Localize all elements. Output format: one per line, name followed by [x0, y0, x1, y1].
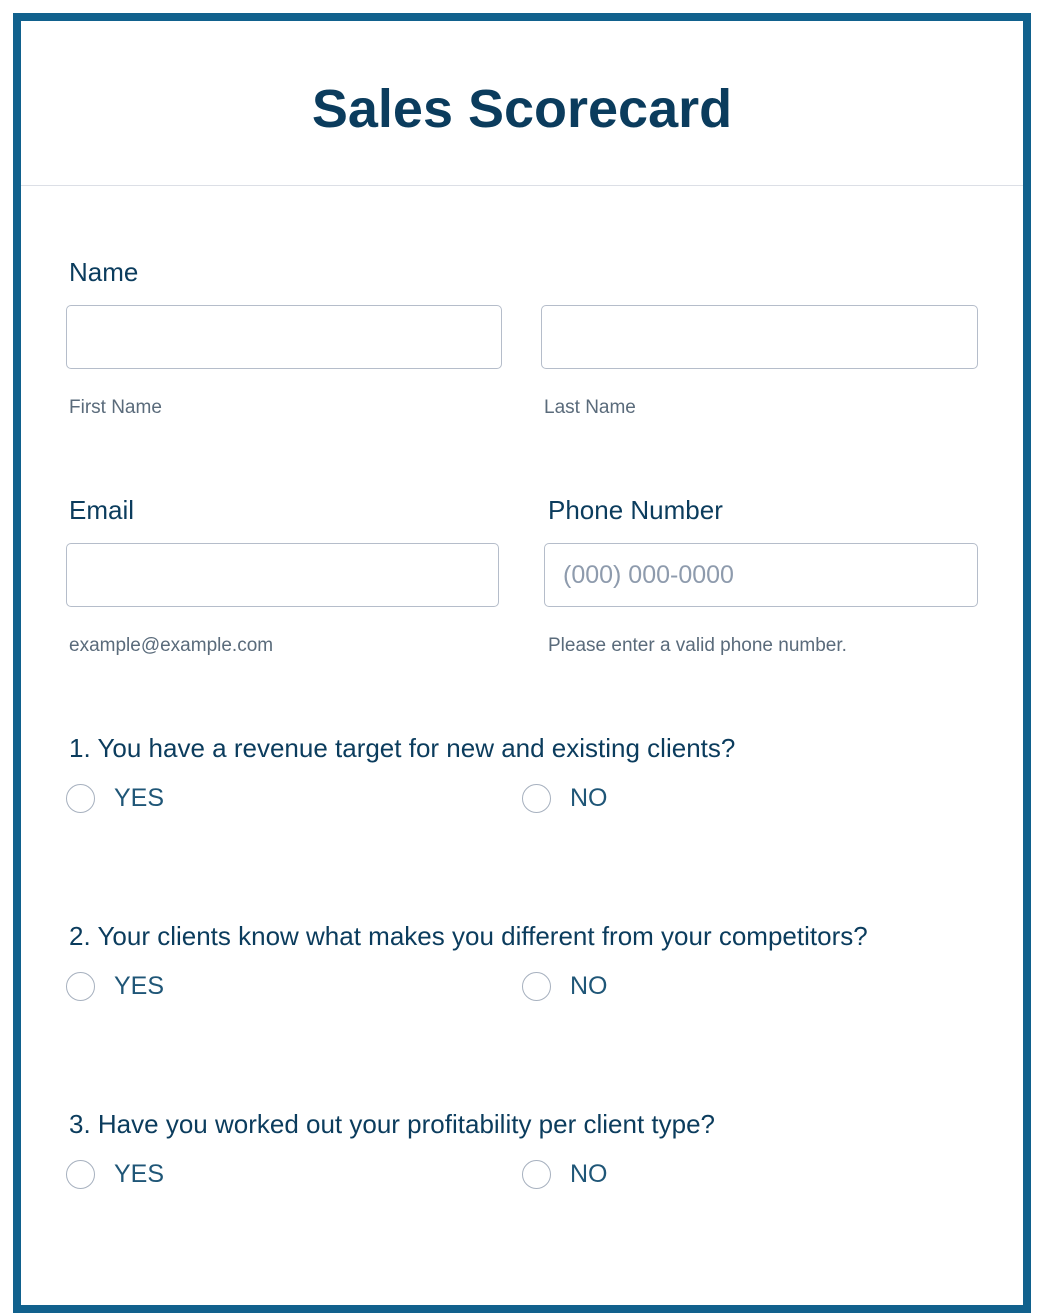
option-label: YES: [114, 1160, 165, 1188]
page-title: Sales Scorecard: [311, 79, 733, 139]
question-2-option-no[interactable]: [522, 969, 608, 1003]
radio-circle-icon[interactable]: [66, 972, 95, 1001]
phone-sublabel: Please enter a valid phone number.: [548, 635, 847, 656]
phone-label: Phone Number: [548, 495, 723, 525]
radio-circle-icon[interactable]: [522, 784, 551, 813]
form-frame: [13, 13, 1031, 1313]
option-label: YES: [114, 972, 165, 1000]
first-name-input[interactable]: [66, 305, 502, 369]
question-1-option-yes[interactable]: [66, 781, 164, 815]
first-name-sublabel: First Name: [69, 397, 162, 418]
option-label: NO: [570, 1160, 608, 1188]
option-label: NO: [570, 972, 608, 1000]
question-3-text: 3. Have you worked out your profitability per client type?: [69, 1109, 716, 1139]
last-name-input[interactable]: [541, 305, 978, 369]
question-2-text: 2. Your clients know what makes you different from your competitors?: [69, 921, 868, 951]
email-field[interactable]: [66, 543, 499, 607]
form-header: [21, 21, 1023, 186]
question-2-option-yes[interactable]: [66, 969, 164, 1003]
last-name-sublabel: Last Name: [544, 397, 636, 418]
radio-circle-icon[interactable]: [66, 1160, 95, 1189]
question-1-option-no[interactable]: [522, 781, 608, 815]
radio-circle-icon[interactable]: [522, 1160, 551, 1189]
email-sublabel: example@example.com: [69, 635, 274, 656]
question-3-option-yes[interactable]: [66, 1157, 164, 1191]
name-label: Name: [69, 257, 139, 287]
phone-field[interactable]: [544, 543, 978, 607]
email-label: Email: [69, 495, 135, 525]
question-3-option-no[interactable]: [522, 1157, 608, 1191]
option-label: NO: [570, 784, 608, 812]
radio-circle-icon[interactable]: [522, 972, 551, 1001]
question-1-text: 1. You have a revenue target for new and existing clients?: [69, 733, 736, 763]
radio-circle-icon[interactable]: [66, 784, 95, 813]
option-label: YES: [114, 784, 165, 812]
